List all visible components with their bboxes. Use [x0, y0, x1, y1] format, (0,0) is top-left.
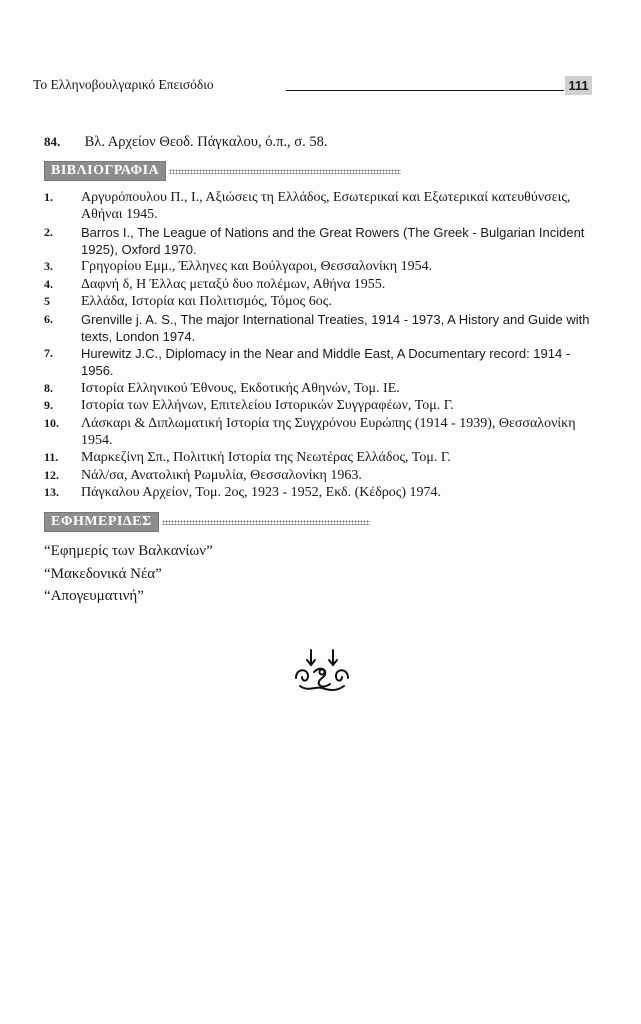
item-text: Barros I., The League of Nations and the Great Rowers (The Greek - Bulgarian Incident 1925), Oxford 1970.	[81, 224, 585, 257]
item-number: 7.	[44, 346, 53, 360]
bibliography-item	[44, 484, 599, 501]
item-number: 3.	[44, 259, 53, 273]
bibliography-item	[44, 258, 599, 275]
newspaper-item: “Εφημερίς των Βαλκανίων”	[44, 543, 213, 559]
bibliography-item	[44, 189, 599, 223]
item-number: 1.	[44, 190, 53, 204]
item-text: Ιστορία των Ελλήνων, Επιτελείου Ιστορικών Συγγραφέων, Τομ. Γ.	[81, 398, 454, 413]
running-header	[33, 77, 595, 97]
bibliography-item	[44, 397, 599, 414]
item-text: Hurewitz J.C., Diplomacy in the Near and Middle East, A Documentary record: 1914 - 1956.	[81, 346, 571, 378]
bibliography-list	[44, 189, 599, 502]
item-text: Γρηγορίου Εμμ., Έλληνες και Βούλγαροι, Θεσσαλονίκη 1954.	[81, 259, 433, 274]
item-text: Λάσκαρι & Διπλωματική Ιστορία της Συγχρόνου Ευρώπης (1914 - 1939), Θεσσαλονίκη 1954.	[81, 415, 576, 448]
bibliography-item	[44, 293, 599, 310]
bibliography-item	[44, 311, 599, 345]
bibliography-heading	[44, 162, 401, 180]
newspapers-heading	[44, 513, 370, 531]
item-number: 8.	[44, 380, 53, 395]
header-rule	[286, 90, 564, 91]
item-text: Grenville j. A. S., The major International Treaties, 1914 - 1973, A History and Guide with texts, London 1974.	[81, 311, 590, 344]
newspaper-item: “Απογευματινή”	[44, 588, 144, 604]
heading-dotted-rule	[162, 520, 370, 525]
bibliography-heading-label: ΒΙΒΛΙΟΓΡΑΦΙΑ	[44, 161, 166, 181]
newspapers-list	[44, 540, 213, 608]
item-number: 13.	[44, 485, 59, 499]
bibliography-item	[44, 224, 599, 258]
item-text: Πάγκαλου Αρχείον, Τομ. 2ος, 1923 - 1952, Εκδ. (Κέδρος) 1974.	[81, 485, 442, 500]
page-number: 111	[565, 76, 592, 95]
running-title: Το Ελληνοβουλγαρικό Επεισόδιο	[33, 77, 214, 92]
item-text: Νάλ/σα, Ανατολική Ρωμυλία, Θεσσαλονίκη 1963.	[81, 467, 362, 483]
item-number: 6.	[44, 311, 53, 326]
ornamental-vignette-icon	[292, 648, 352, 694]
footnote-number: 84.	[44, 134, 61, 149]
item-number: 12.	[44, 467, 59, 482]
item-number: 11.	[44, 450, 59, 464]
heading-dotted-rule	[169, 169, 401, 174]
bibliography-item	[44, 345, 599, 379]
footnote	[44, 134, 327, 151]
item-text: Δαφνή δ, Η Έλλας μεταξύ δυο πολέμων, Αθήνα 1955.	[81, 276, 386, 292]
item-number: 5	[44, 294, 50, 308]
item-text: Ιστορία Ελληνικού Έθνους, Εκδοτικής Αθηνών, Τομ. ΙΕ.	[81, 380, 400, 396]
item-number: 2.	[44, 224, 53, 239]
bibliography-item	[44, 415, 599, 449]
footnote-text: Βλ. Αρχείον Θεοδ. Πάγκαλου, ό.π., σ. 58.	[84, 134, 328, 150]
newspapers-heading-label: ΕΦΗΜΕΡΙΔΕΣ	[44, 512, 159, 532]
newspaper-item: “Μακεδονικά Νέα”	[44, 565, 162, 582]
item-text: Αργυρόπουλου Π., Ι., Αξιώσεις τη Ελλάδος, Εσωτερικαί και Εξωτερικαί κατευθύνσεις, Αθήναι 1945.	[81, 190, 571, 222]
item-number: 9.	[44, 398, 53, 412]
bibliography-item	[44, 380, 599, 397]
bibliography-item	[44, 276, 599, 293]
item-number: 10.	[44, 415, 59, 430]
item-text: Ελλάδα, Ιστορία και Πολιτισμός, Τόμος 6ος.	[81, 294, 332, 309]
bibliography-item	[44, 449, 599, 466]
item-number: 4.	[44, 276, 53, 291]
item-text: Μαρκεζίνη Σπ., Πολιτική Ιστορία της Νεωτέρας Ελλάδος, Τομ. Γ.	[81, 450, 451, 465]
bibliography-item	[44, 467, 599, 484]
